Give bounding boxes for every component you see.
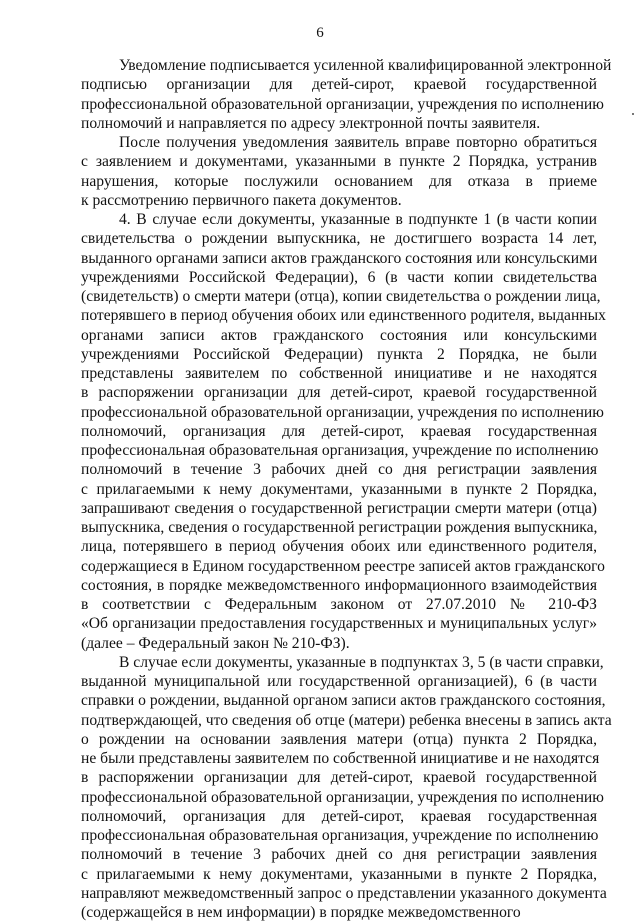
text-line: представлены заявителем по собственной инициативе и не находятся bbox=[81, 365, 597, 382]
text-line: не были представлены заявителем по собственной инициативе и не находятся bbox=[81, 750, 600, 767]
text-line: учреждениями Российской Федерации) пункта 2 Порядка, не были bbox=[81, 345, 597, 363]
text-line: в соответствии с Федеральным законом от 27.07.2010 № 210-ФЗ bbox=[81, 596, 597, 613]
text-line: выданной муниципальной или государственной организацией), 6 (в части bbox=[81, 673, 597, 690]
text-line: После получения уведомления заявитель вправе повторно обратиться bbox=[119, 134, 597, 151]
document-body bbox=[81, 56, 612, 922]
paragraph bbox=[81, 210, 606, 653]
text-line: в распоряжении организации для детей-сирот, краевой государственной bbox=[81, 384, 597, 402]
text-line: состояния, в порядке межведомственного информационного взаимодействия bbox=[81, 576, 597, 594]
text-line: к рассмотрению первичного пакета документов. bbox=[81, 191, 402, 209]
paragraph bbox=[81, 133, 597, 210]
paragraph bbox=[81, 653, 612, 922]
page-number: 6 bbox=[316, 25, 324, 41]
text-line: подписью организации для детей-сирот, краевой государственной bbox=[81, 76, 597, 94]
text-line: свидетельства о рождении выпускника, не достигшего возраста 14 лет, bbox=[81, 230, 597, 248]
scan-artifact bbox=[632, 113, 634, 115]
text-line: подтверждающей, что сведения об отце (матери) ребенка внесены в запись акта bbox=[81, 711, 612, 729]
text-line: профессиональная образовательная организация, учреждение по исполнению bbox=[81, 442, 599, 459]
text-line: выпускника, сведения о государственной регистрации рождения выпускника, bbox=[81, 519, 598, 536]
text-line: о рождении на основании заявления матери (отца) пункта 2 Порядка, bbox=[81, 730, 597, 748]
text-line: профессиональной образовательной организации, учреждения по исполнению bbox=[81, 95, 604, 113]
paragraph bbox=[81, 56, 612, 133]
text-line: В случае если документы, указанные в подпунктах 3, 5 (в части справки, bbox=[119, 653, 604, 671]
text-line: полномочий в течение 3 рабочих дней со дня регистрации заявления bbox=[81, 846, 597, 864]
text-line: справки о рождении, выданной органом записи актов гражданского состояния, bbox=[81, 692, 606, 710]
text-line: профессиональной образовательной организации, учреждения по исполнению bbox=[81, 788, 604, 806]
text-line: в распоряжении организации для детей-сирот, краевой государственной bbox=[81, 769, 597, 787]
text-line: 4. В случае если документы, указанные в подпункте 1 (в части копии bbox=[119, 211, 597, 228]
text-line: «Об организации предоставления государственных и муниципальных услуг» bbox=[81, 615, 597, 633]
text-line: нарушения, которые послужили основанием для отказа в приеме bbox=[81, 172, 597, 190]
text-line: профессиональной образовательной организации, учреждения по исполнению bbox=[81, 403, 604, 421]
text-line: запрашивают сведения о государственной регистрации смерти матери (отца) bbox=[81, 499, 597, 517]
text-line: полномочий, организация для детей-сирот, краевая государственная bbox=[81, 807, 597, 825]
text-line: (свидетельств) о смерти матери (отца), копии свидетельства о рождении лица, bbox=[81, 288, 601, 305]
text-line: полномочий, организация для детей-сирот, краевая государственная bbox=[81, 422, 597, 440]
text-line: содержащиеся в Едином государственном реестре записей актов гражданского bbox=[81, 557, 605, 575]
text-line: (содержащейся в нем информации) в порядке межведомственного bbox=[81, 904, 521, 921]
text-line: (далее – Федеральный закон № 210-ФЗ). bbox=[81, 634, 350, 652]
text-line: выданного органами записи актов гражданского состояния или консульскими bbox=[81, 249, 598, 267]
text-line: потерявшего в период обучения обоих или единственного родителя, выданных bbox=[81, 307, 606, 325]
text-line: с прилагаемыми к нему документами, указанными в пункте 2 Порядка, bbox=[81, 480, 597, 498]
text-line: направляют межведомственный запрос о представлении указанного документа bbox=[81, 884, 607, 902]
text-line: полномочий и направляется по адресу электронной почты заявителя. bbox=[81, 114, 541, 132]
text-line: с прилагаемыми к нему документами, указанными в пункте 2 Порядка, bbox=[81, 865, 597, 883]
text-line: учреждениями Российской Федерации), 6 (в части копии свидетельства bbox=[81, 268, 597, 286]
text-line: лица, потерявшего в период обучения обоих или единственного родителя, bbox=[81, 538, 597, 556]
text-line: с заявлением и документами, указанными в пункте 2 Порядка, устранив bbox=[81, 153, 597, 171]
text-line: Уведомление подписывается усиленной квалифицированной электронной bbox=[119, 57, 612, 74]
text-line: профессиональная образовательная организация, учреждение по исполнению bbox=[81, 827, 599, 844]
text-line: полномочий в течение 3 рабочих дней со дня регистрации заявления bbox=[81, 461, 597, 479]
text-line: органами записи актов гражданского состояния или консульскими bbox=[81, 326, 597, 344]
